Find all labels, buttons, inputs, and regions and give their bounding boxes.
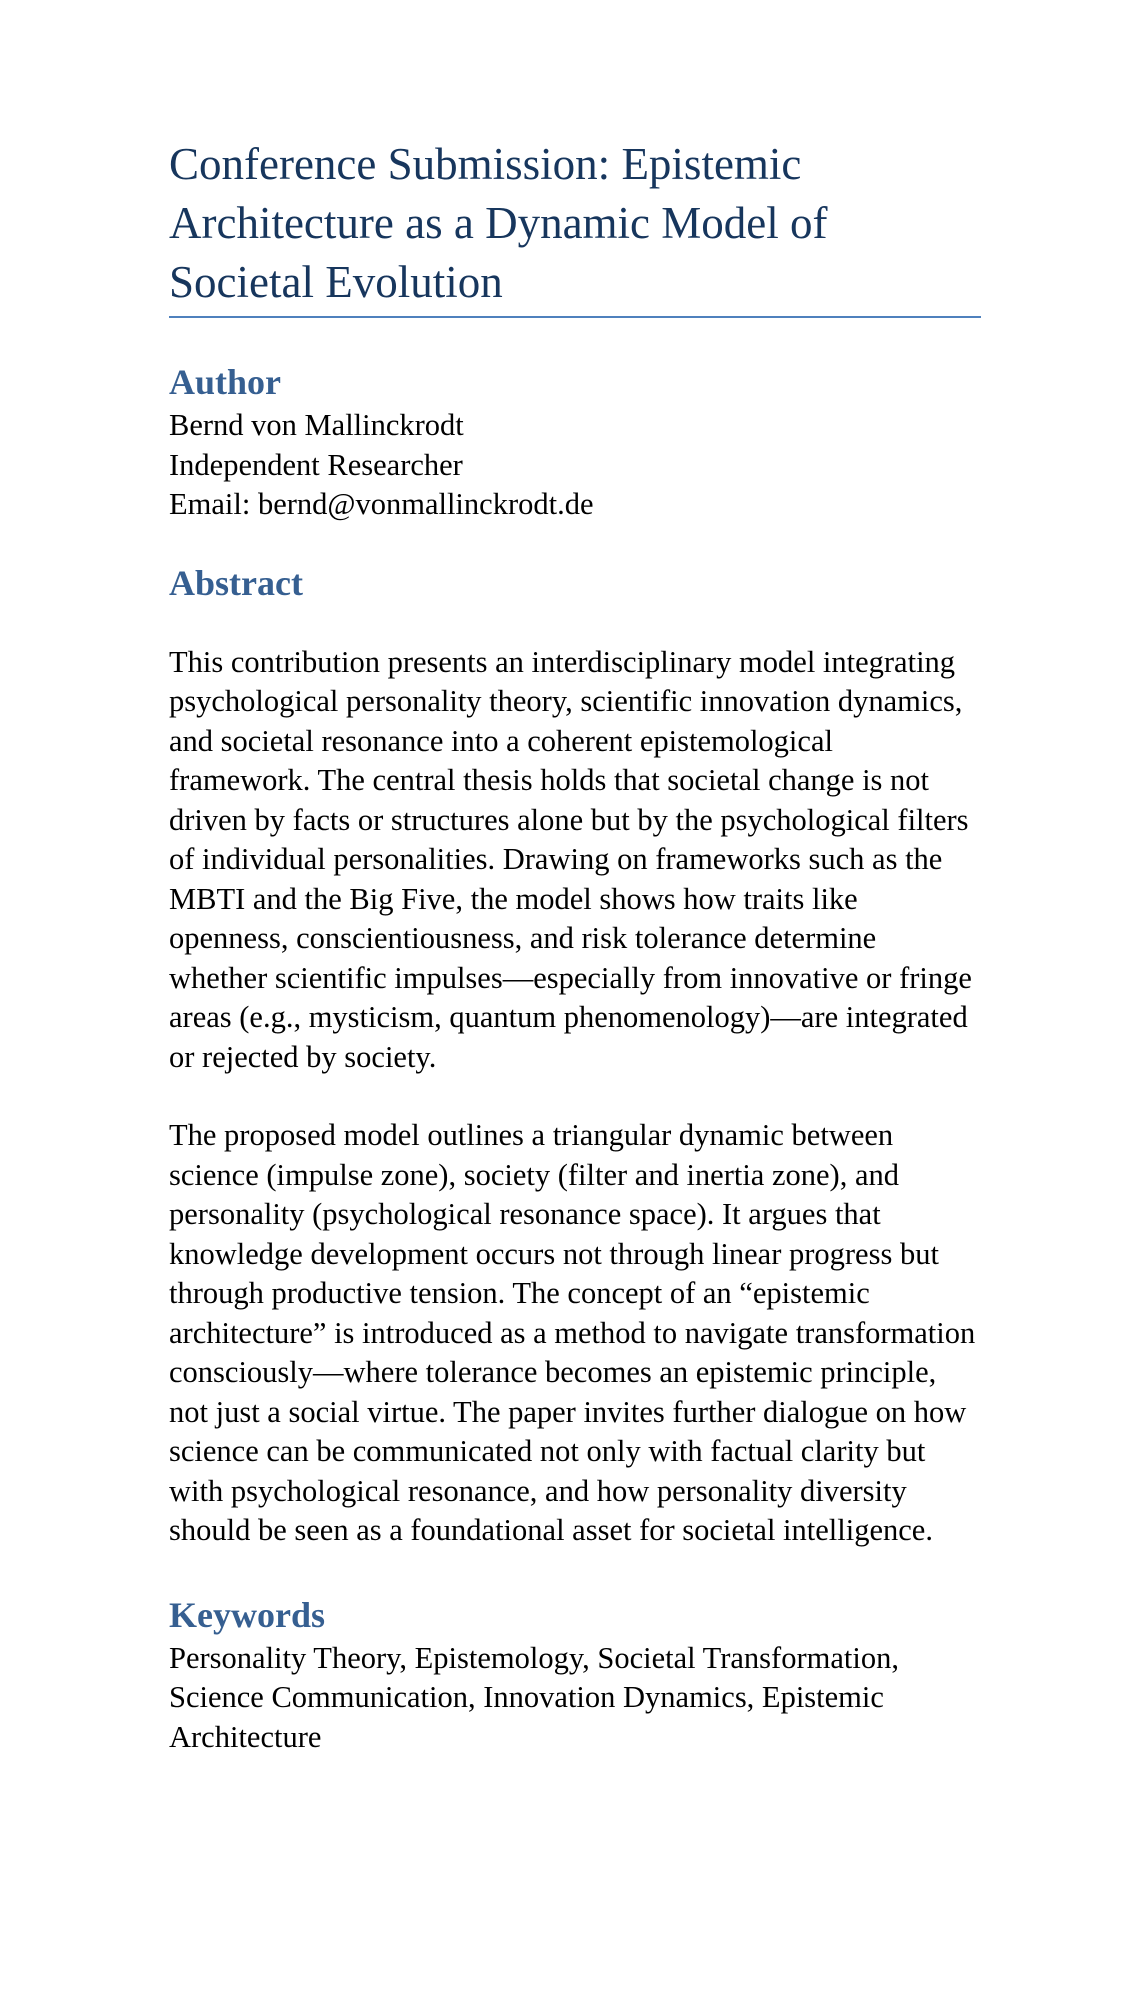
author-email: Email: bernd@vonmallinckrodt.de bbox=[169, 487, 594, 521]
author-section bbox=[169, 360, 981, 525]
abstract-section bbox=[169, 561, 981, 1551]
keywords-heading: Keywords bbox=[169, 1594, 325, 1635]
abstract-paragraph: The proposed model outlines a triangular dynamic between science (impulse zone), society (filter and inertia zone), and personality (psychological resonance space). It argues that knowledge development occurs not through linear progress but through productive tension. The concept of an “epistemic architecture” is introduced as a method to navigate transformation consciously—where tolerance becomes an epistemic principle, not just a social virtue. The paper invites further dialogue on how science can be communicated not only with factual clarity but with psychological resonance, and how personality diversity should be seen as a foundational asset for societal intelligence. bbox=[169, 1118, 976, 1547]
author-details bbox=[169, 406, 981, 525]
author-heading: Author bbox=[169, 362, 282, 402]
document-title: Conference Submission: Epistemic Architecture as a Dynamic Model of Societal Evolution bbox=[169, 0, 981, 318]
keywords-list: Personality Theory, Epistemology, Societal Transformation, Science Communication, Innovation Dynamics, Epistemic Architecture bbox=[169, 1640, 899, 1754]
abstract-paragraph: This contribution presents an interdisciplinary model integrating psychological personality theory, scientific innovation dynamics, and societal resonance into a coherent epistemological framework. The central thesis holds that societal change is not driven by facts or structures alone but by the psychological filters of individual personalities. Drawing on frameworks such as the MBTI and the Big Five, the model shows how traits like openness, conscientiousness, and risk tolerance determine whether scientific impulses—especially from innovative or fringe areas (e.g., mysticism, quantum phenomenology)—are integrated or rejected by society. bbox=[169, 644, 972, 1074]
abstract-heading: Abstract bbox=[169, 562, 303, 603]
keywords-section bbox=[169, 1593, 981, 1758]
author-affiliation: Independent Researcher bbox=[169, 447, 463, 482]
author-name: Bernd von Mallinckrodt bbox=[169, 408, 464, 442]
document-page bbox=[169, 0, 981, 1757]
